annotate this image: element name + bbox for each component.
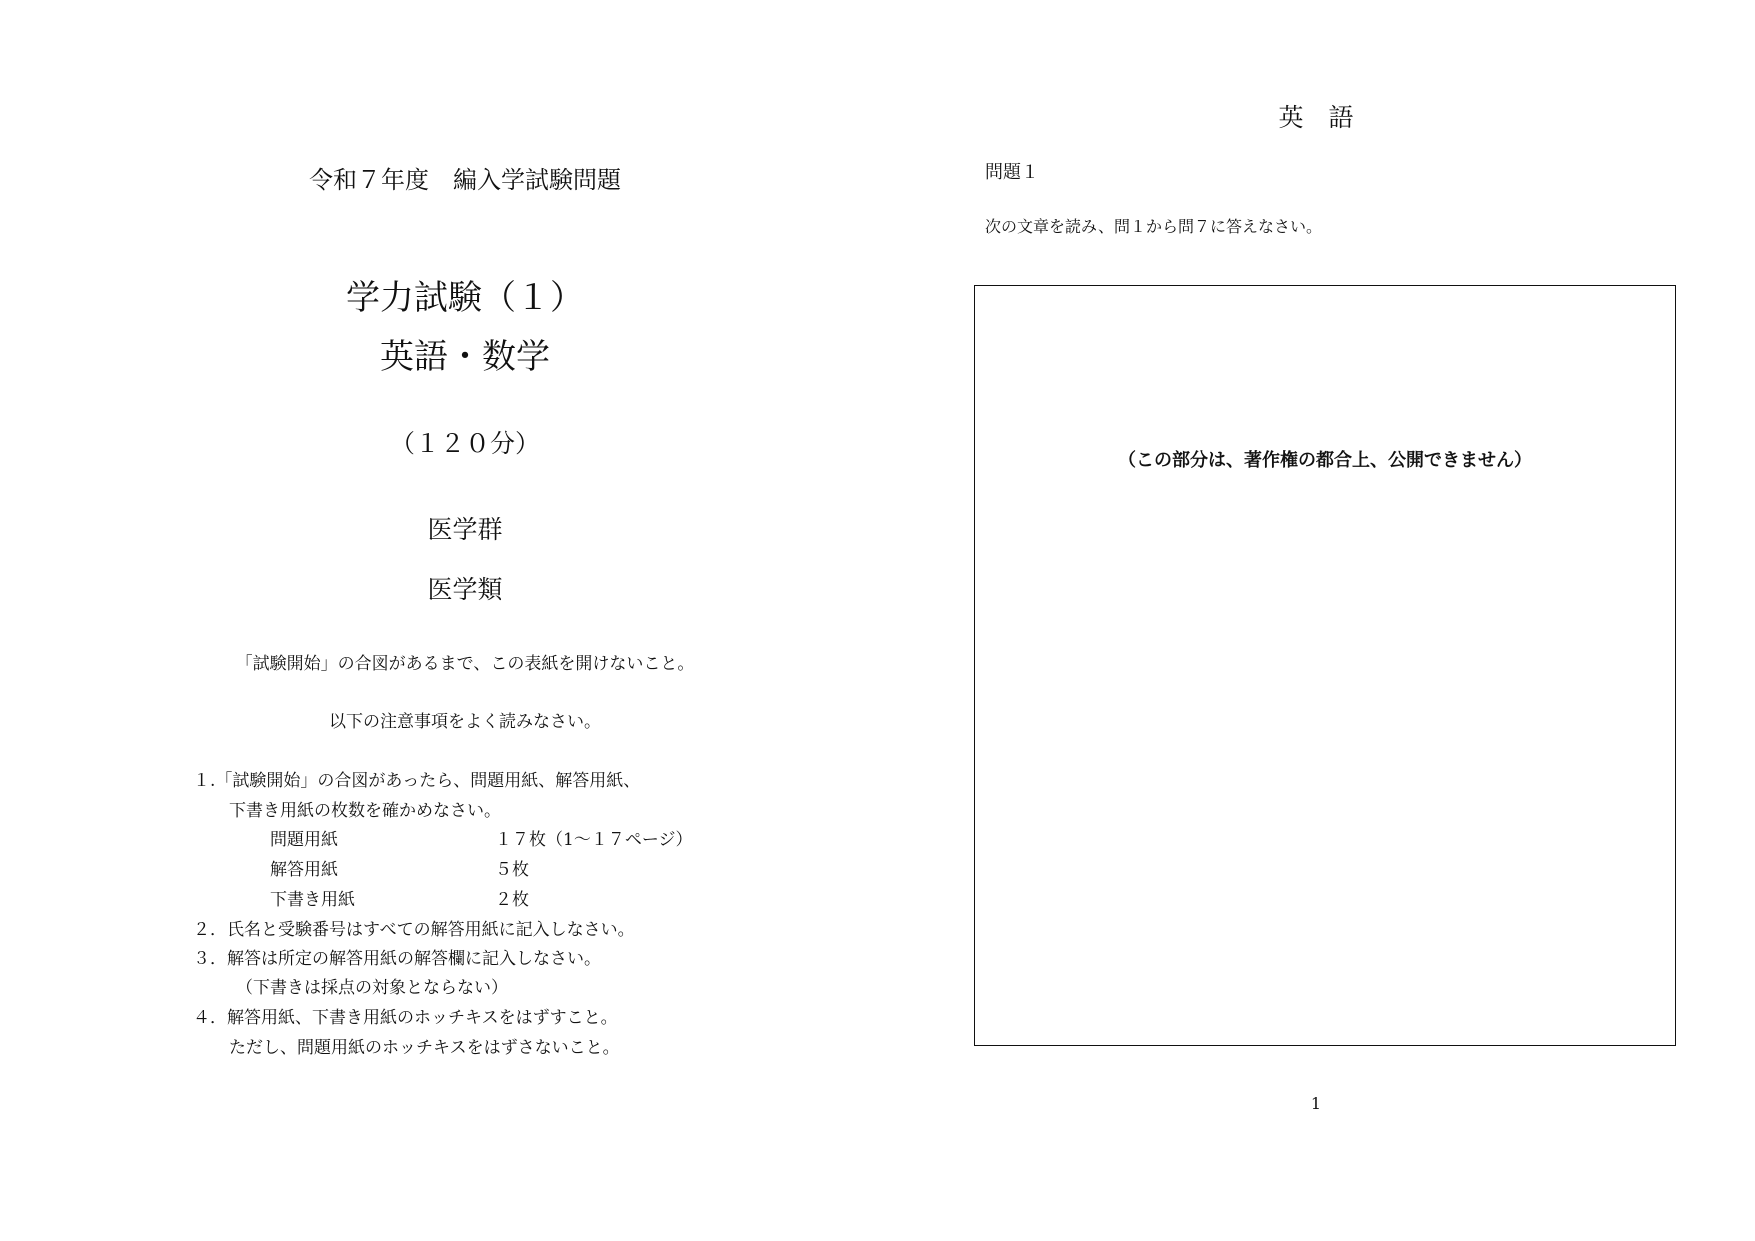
redacted-passage-box: [974, 285, 1676, 1046]
instruction-item-1-cont: 下書き用紙の枚数を確かめなさい。: [229, 801, 501, 821]
quantity-count: ２枚: [495, 890, 529, 910]
page-number: 1: [1310, 1094, 1322, 1113]
instruction-item-4: ４．解答用紙、下書き用紙のホッチキスをはずすこと。: [193, 1008, 618, 1028]
department-class: 医学類: [427, 575, 503, 604]
department-group: 医学群: [427, 515, 503, 544]
exam-heading: 令和７年度 編入学試験問題: [309, 166, 621, 194]
instruction-item-4-cont: ただし、問題用紙のホッチキスをはずさないこと。: [229, 1038, 620, 1058]
note-do-not-open: 「試験開始」の合図があるまで、この表紙を開けないこと。: [235, 654, 695, 674]
quantity-name: 下書き用紙: [270, 890, 355, 910]
subject-title: 英 語: [1278, 103, 1354, 132]
instruction-item-2: ２．氏名と受験番号はすべての解答用紙に記入しなさい。: [193, 920, 635, 940]
problem-label: 問題１: [985, 162, 1039, 183]
instruction-item-1: １.「試験開始」の合図があったら、問題用紙、解答用紙、: [193, 771, 641, 791]
problem-instruction: 次の文章を読み、問１から問７に答えなさい。: [985, 217, 1322, 236]
instruction-item-3-cont: （下書きは採点の対象とならない）: [236, 978, 508, 998]
quantity-name: 問題用紙: [270, 830, 338, 850]
instruction-item-3: ３．解答は所定の解答用紙の解答欄に記入しなさい。: [193, 949, 601, 969]
cover-page: [0, 0, 877, 1241]
exam-duration: （１２０分）: [389, 429, 540, 458]
quantity-count: ５枚: [495, 860, 529, 880]
quantity-name: 解答用紙: [270, 860, 338, 880]
exam-title: 学力試験（１）: [346, 278, 584, 318]
copyright-notice: （この部分は、著作権の都合上、公開できません）: [1118, 450, 1532, 471]
question-page: [877, 0, 1755, 1241]
note-read-carefully: 以下の注意事項をよく読みなさい。: [329, 712, 601, 732]
exam-subjects: 英語・数学: [380, 337, 550, 377]
quantity-count: １７枚（1～１７ページ）: [495, 830, 693, 850]
